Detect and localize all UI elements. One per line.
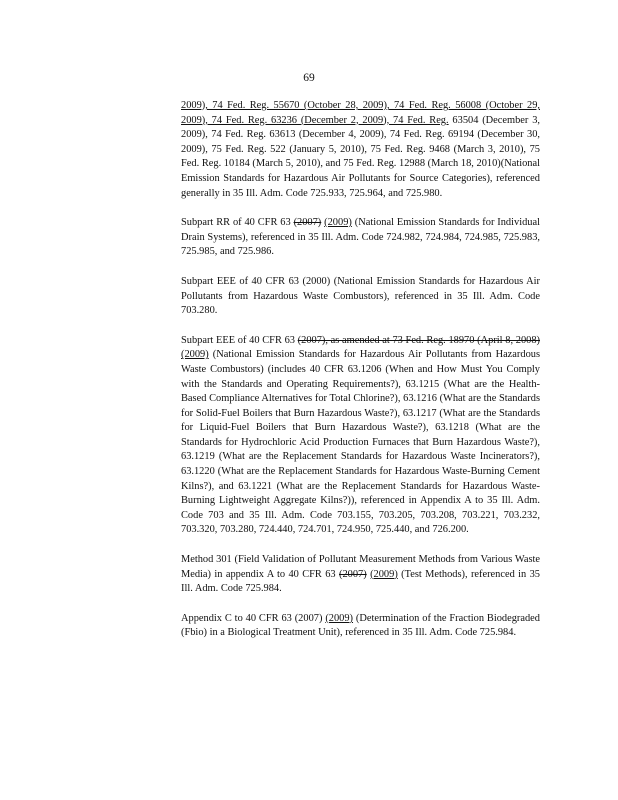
paragraph-text: (National Emission Standards for Individual Drain Systems), referenced in 35 Ill. Adm. Code 724.982, 724.984, 724.985, 725.983, 725.985, and 725.986. xyxy=(181,217,540,258)
paragraph-text: Method 301 (Field Validation of Pollutant Measurement Methods from Various Waste Media) in appendix A to 40 CFR 63 xyxy=(181,554,540,580)
deleted-text: (2007) xyxy=(293,217,322,229)
paragraph-text: Appendix C to 40 CFR 63 (2007) xyxy=(181,612,326,624)
page-number: 69 xyxy=(303,72,315,84)
paragraph-subpart-rr xyxy=(181,216,540,260)
inserted-text: (2009) xyxy=(370,568,398,580)
paragraph-method-301 xyxy=(181,553,540,597)
paragraph-text: 63504 (December 3, 2009), 74 Fed. Reg. 63613 (December 4, 2009), 74 Fed. Reg. 69194 (December 30, 2009), 75 Fed. Reg. 522 (January 5, 2010), 75 Fed. Reg. 9468 (March 3, 2010), 75 Fed. Reg. 10184 (March 5, 2010), and 75 Fed. Reg. 12988 (March 18, 2010) xyxy=(181,114,540,170)
document-body xyxy=(181,99,540,656)
deleted-text: (2007), as amended at 73 Fed. Reg. 18970 (April 8, 2008) xyxy=(297,334,540,346)
paragraph-text: (Determination of the Fraction Biodegraded (Fbio) in a Biological Treatment Unit), referenced in 35 Ill. Adm. Code 725.984. xyxy=(181,612,540,639)
inserted-text: (2009) xyxy=(181,349,209,361)
paragraph-appendix-c xyxy=(181,612,540,641)
inserted-text: (2009) xyxy=(324,217,352,229)
paragraph-text: (National Emission Standards for Hazardous Air Pollutants for Source Categories), referenced generally in 35 Ill. Adm. Code 725.933, 725.964, and 725.980. xyxy=(181,158,540,199)
paragraph-fed-reg-list xyxy=(181,99,540,201)
inserted-text: 2009), 74 Fed. Reg. 55670 (October 28, 2009), 74 Fed. Reg. 56008 (October 29, 2009), 74 Fed. Reg. 63236 (December 2, 2009), 74 Fed. Reg. xyxy=(181,100,540,126)
paragraph-subpart-eee-2009 xyxy=(181,334,540,538)
paragraph-text: Subpart EEE of 40 CFR 63 xyxy=(181,334,298,346)
deleted-text: (2007) xyxy=(339,568,367,580)
paragraph-text: Subpart RR of 40 CFR 63 xyxy=(181,217,294,229)
paragraph-text: (National Emission Standards for Hazardous Air Pollutants from Hazardous Waste Combustors) (includes 40 CFR 63.1206 (When and How Must You Comply with the Standards and Operating Requirements?), 63.1215 (What are the Health-Based Compliance Alternatives for Total Chlorine?), 63.1216 (What are the Standards for Solid-Fuel Boilers that Burn Hazardous Waste?), 63.1217 (What are the Standards for Liquid-Fuel Boilers that Burn Hazardous Waste?), 63.1218 (What are the Standards for Hydrochloric Acid Production Furnaces that Burn Hazardous Waste?), 63.1219 (What are the Replacement Standards for Hazardous Waste Incinerators?), 63.1220 (What are the Replacement Standards for Hazardous Waste-Burning Cement Kilns?), and 63.1221 (What are the Replacement Standards for Hazardous Waste-Burning Lightweight Aggregate Kilns?)), referenced in Appendix A to 35 Ill. Adm. Code 703 and 35 Ill. Adm. Code 703.155, 703.205, 703.208, 703.221, 703.232, 703.320, 703.280, 724.440, 724.701, 724.950, 725.440, and 726.200. xyxy=(181,349,540,536)
paragraph-text: (Test Methods), referenced in 35 Ill. Adm. Code 725.984. xyxy=(181,568,540,595)
inserted-text: (2009) xyxy=(325,612,354,624)
paragraph-subpart-eee-2000 xyxy=(181,275,540,319)
paragraph-text: Subpart EEE of 40 CFR 63 (2000) (National Emission Standards for Hazardous Air Pollutants from Hazardous Waste Combustors), referenced in 35 Ill. Adm. Code 703.280. xyxy=(181,275,540,317)
